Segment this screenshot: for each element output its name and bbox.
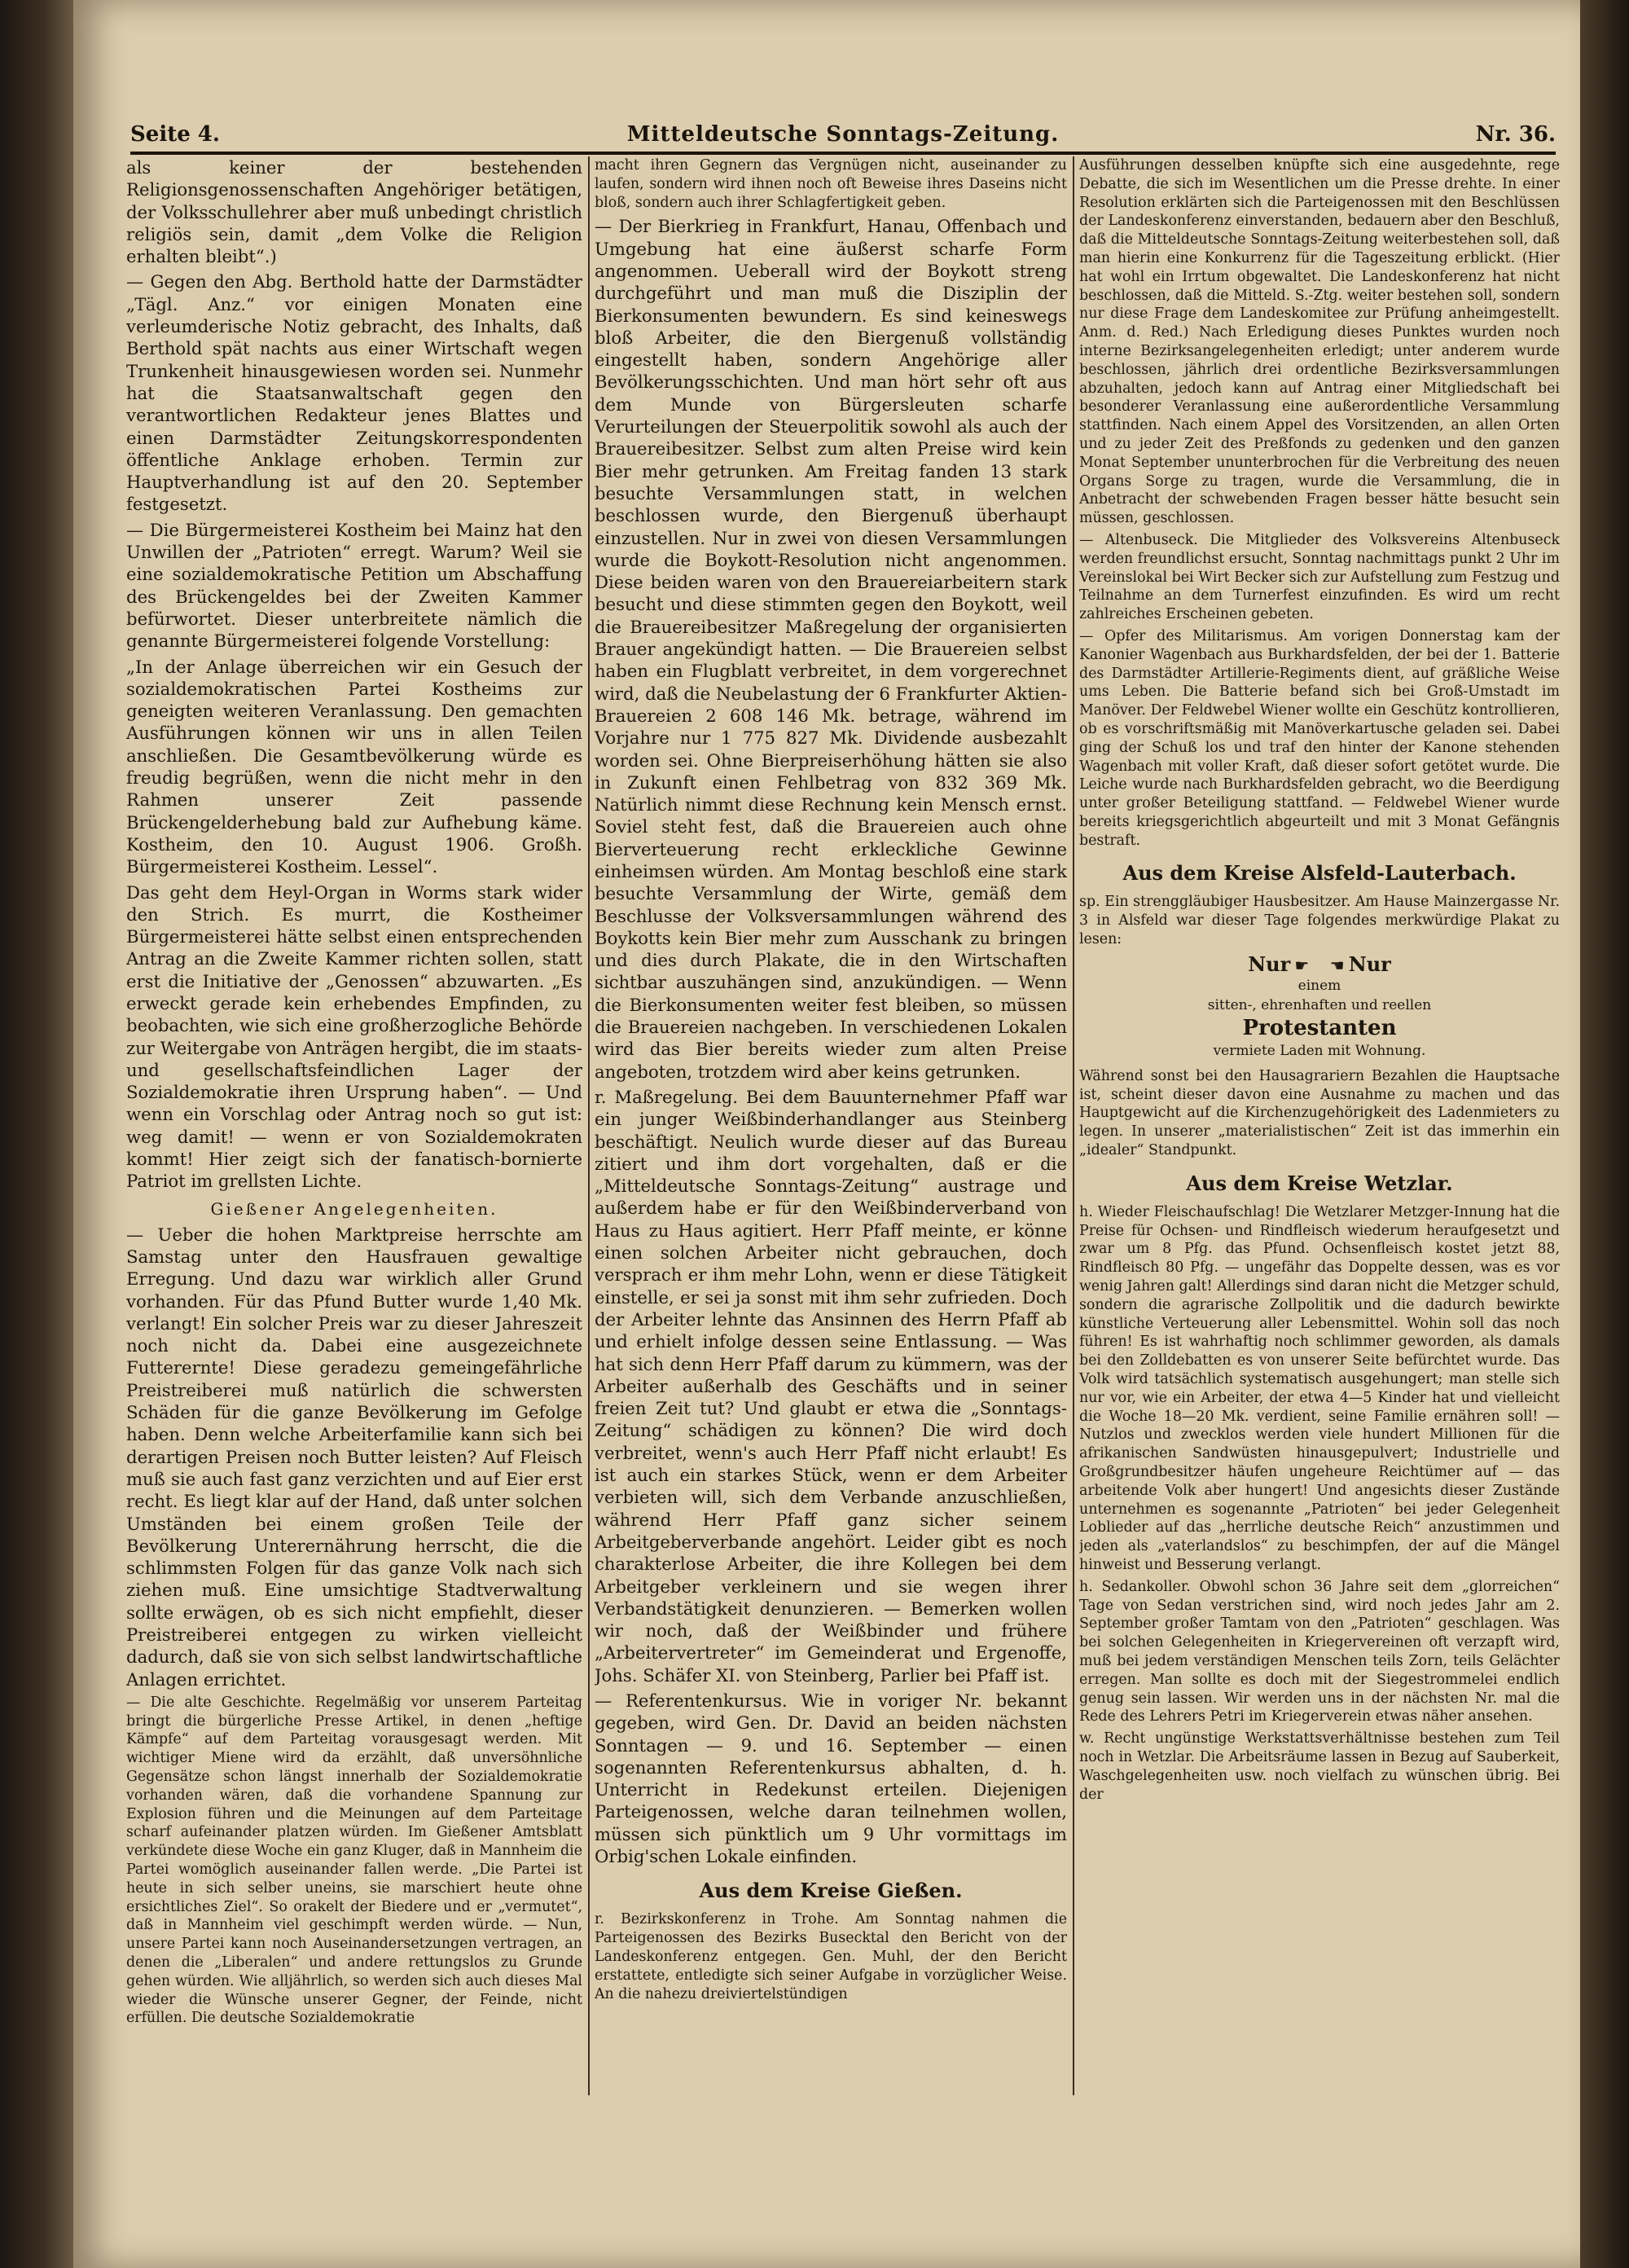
column-divider-2 (1073, 156, 1074, 2095)
article-sedankoller: h. Sedankoller. Obwohl schon 36 Jahre seit dem „glorreichen“ Tage von Sedan verstrichen sind, wird noch jedes Jahr am 2. September großer Tamtam von den „Patrioten“ geschlagen. Was bei solchen Gelegenheiten in Kriegervereinen oft verzapft wird, muß bei jedem verständigen Menschen teils Zorn, teils Gelächter erregen. Man sollte es doch mit der Siegestrommelei endlich genug sein lassen. Wir werden uns in der nächsten Nr. mal die Rede des Lehrers Petri im Kriegerverein etwas näher ansehen. (1079, 1578, 1560, 1725)
section-subheading: Gießener Angelegenheiten. (210, 1198, 498, 1219)
column-2 (595, 156, 1067, 2095)
article-paragraph: als keiner der bestehenden Religionsgenossenschaften Angehöriger betätigen, der Volksschullehrer aber muß unbedingt christlich religiös sein, damit „dem Volke die Religion erhalten bleibt“.) (126, 157, 582, 267)
column-1 (126, 156, 582, 2095)
poster-nur-left: Nur (1248, 952, 1291, 976)
article-quote: „In der Anlage überreichen wir ein Gesuch der sozialdemokratischen Partei Kostheims zur geneigten weiteren Veranlassung. Den gemachten Ausführungen können wir uns in allen Teilen anschließen. Die Gesamtbevölkerung würde es freudig begrüßen, wenn die nicht mehr in den Rahmen unserer Zeit passende Brückengelderhebung bald zur Aufhebung käme. Kostheim, den 10. August 1906. Großh. Bürgermeisterei Kostheim. Lessel“. (126, 656, 582, 877)
article-paragraph: Das geht dem Heyl-Organ in Worms stark wider den Strich. Es murrt, die Kostheimer Bürgermeisterei hätte selbst einen entsprechenden Antrag an die Zweite Kammer richten sollen, statt erst die Initiative der „Genossen“ abzuwarten. „Es erweckt gerade kein erhebendes Empfinden, zu beobachten, wie sich eine großherzogliche Behörde zur Weitergabe von Anträgen hergibt, die im staats- und gesellschaftsfeindlichen Lager der Sozialdemokratie ihren Ursprung haben“. — Und wenn ein Vorschlag oder Antrag noch so gut ist: weg damit! — wenn er von Sozialdemokraten kommt! Hier zeigt sich der fanatisch-bornierte Patriot im grellsten Lichte. (126, 881, 582, 1192)
article-continuation: macht ihren Gegnern das Vergnügen nicht, auseinander zu laufen, sondern wird ihnen noch oft Beweise ihres Daseins nicht bloß, sondern auch ihrer Schlagfertigkeit geben. (595, 157, 1067, 211)
article-kostheim: — Die Bürgermeisterei Kostheim bei Mainz hat den Unwillen der „Patrioten“ erregt. Warum? Weil sie eine sozialdemokratische Petition um Abschaffung des Brückengeldes bei der Zweiten Kammer befürwortet. Dieser unterbreitete nämlich die genannte Bürgermeisterei folgende Vorstellung: (126, 519, 582, 652)
article-referentenkursus: — Referentenkursus. Wie in voriger Nr. bekannt gegeben, wird Gen. Dr. David an beiden nächsten Sonntagen — 9. und 16. September — einen sogenannten Referentenkursus abhalten, d. h. Unterricht in Redekunst erteilen. Diejenigen Parteigenossen, welche daran teilnehmen wollen, müssen sich pünktlich um 9 Uhr vormittags im Orbig'schen Lokale einfinden. (595, 1690, 1067, 1867)
quoted-poster (1079, 952, 1560, 1061)
poster-line: vermiete Laden mit Wohnung. (1213, 1042, 1426, 1059)
pointing-hand-icon: ☚ (1329, 955, 1345, 975)
newspaper-title: Mitteldeutsche Sonntags-Zeitung. (626, 122, 1060, 147)
book-spine-right (1580, 0, 1629, 2268)
page-header (130, 122, 1556, 150)
article-fleischaufschlag: h. Wieder Fleischaufschlag! Die Wetzlarer Metzger-Innung hat die Preise für Ochsen- und Rindfleisch wiederum heraufgesetzt und zwar um 8 Pfg. das Pfund. Ochsenfleisch kostet jetzt 88, Rindfleisch 80 Pfg. — ungefähr das Doppelte dessen, was es vor wenig Jahren galt! Allerdings sind daran nicht die Metzger schuld, sondern die agrarische Zollpolitik und die dadurch bewirkte künstliche Verteuerung aller Lebensmittel. Wohin soll das noch führen! Es ist wahrhaftig noch schlimmer geworden, als damals bei den Zolldebatten es von unserer Seite befürchtet wurde. Das Volk wird tatsächlich systematisch ausgehungert; man stelle sich nur vor, wie ein Arbeiter, der etwa 4—5 Kinder hat und vielleicht die Woche 18—20 Mk. verdient, seine Familie ernähren soll! — Nutzlos und zwecklos werden viele hundert Millionen für die afrikanischen Sandwüsten hinausgepulvert; Industrielle und Großgrundbesitzer häufen ungeheure Reichtümer auf — das arbeitende Volk aber hungert! Und angesichts dieser Zustände unternehmen es sogenannte „Patrioten“ bei jeder Gelegenheit Loblieder auf das „herrliche deutsche Reich“ anzustimmen und jeden als „vaterlandslos“ zu beschimpfen, der auf die Mängel hinweist und Besserung verlangt. (1079, 1203, 1560, 1573)
article-berthold: — Gegen den Abg. Berthold hatte der Darmstädter „Tägl. Anz.“ vor einigen Monaten eine verleumderische Notiz gebracht, des Inhalts, daß Berthold spät nachts aus einer Wirtschaft wegen Trunkenheit hinausgewiesen worden sei. Nunmehr hat die Staatsanwaltschaft gegen den verantwortlichen Redakteur jenes Blattes und einen Darmstädter Zeitungskorrespondenten öffentliche Anklage erhoben. Termin zur Hauptverhandlung ist auf den 20. September festgesetzt. (126, 271, 582, 515)
poster-nur-right: Nur (1348, 952, 1391, 976)
article-marktpreise: — Ueber die hohen Marktpreise herrschte am Samstag unter den Hausfrauen gewaltige Erregung. Und dazu war wirklich aller Grund vorhanden. Für das Pfund Butter wurde 1,40 Mk. verlangt! Ein solcher Preis war zu dieser Jahreszeit noch nicht da. Dabei eine ausgezeichnete Futterernte! Diese geradezu gemeingefährliche Preistreiberei muß natürlich die schwersten Schäden für die ganze Bevölkerung im Gefolge haben. Denn welche Arbeiterfamilie kann sich bei derartigen Preisen noch Butter leisten? Auf Fleisch muß sie auch fast ganz verzichten und auf Eier erst recht. Es liegt klar auf der Hand, daß unter solchen Umständen bei einem großen Teile der Bevölkerung Unterernährung herrscht, die die schlimmsten Folgen für das ganze Volk nach sich ziehen muß. Eine umsichtige Stadtverwaltung sollte erwägen, ob es sich nicht empfiehlt, dieser Preistreiberei entgegen zu wirken vielleicht dadurch, daß sie von sich selbst landwirtschaftliche Anlagen errichtet. (126, 1224, 582, 1690)
article-werkstatt: w. Recht ungünstige Werkstattsverhältnisse bestehen zum Teil noch in Wetzlar. Die Arbeitsräume lassen in Bezug auf Sauberkeit, Waschgelegenheiten usw. noch vielfach zu wünschen übrig. Bei der (1079, 1730, 1560, 1803)
section-heading-wetzlar: Aus dem Kreise Wetzlar. (1186, 1171, 1453, 1195)
book-binding (0, 0, 73, 2268)
article-bezirkskonferenz: r. Bezirkskonferenz in Trohe. Am Sonntag nahmen die Parteigenossen des Bezirks Busecktal den Bericht von der Landeskonferenz entgegen. Gen. Muhl, der den Bericht erstattete, entledigte sich seiner Aufgabe in vorzüglicher Weise. An die nahezu dreiviertelstündigen (595, 1911, 1067, 2002)
section-heading-alsfeld: Aus dem Kreise Alsfeld-Lauterbach. (1122, 861, 1517, 886)
column-divider-1 (588, 156, 590, 2095)
poster-line: sitten-, ehrenhaften und reellen (1207, 996, 1432, 1013)
page-number: Seite 4. (130, 122, 220, 147)
pointing-hand-icon: ☛ (1294, 955, 1310, 975)
article-massregelung: r. Maßregelung. Bei dem Bauunternehmer Pfaff war ein junger Weißbinderhandlanger aus Steinberg beschäftigt. Neulich wurde dieser auf das Bureau zitiert und ihm dort vorgehalten, daß er die „Mitteldeutsche Sonntags-Zeitung“ austrage und außerdem habe er für den Weißbinderverband von Haus zu Haus agitiert. Herr Pfaff meinte, er könne einen solchen Arbeiter nicht gebrauchen, doch versprach er ihm mehr Lohn, wenn er diese Tätigkeit einstelle, er sei ja sonst mit ihm sehr zufrieden. Doch der Arbeiter lehnte das Ansinnen des Herrn Pfaff ab und erhielt infolge dessen seine Entlassung. — Was hat sich denn Herr Pfaff darum zu kümmern, was der Arbeiter außerhalb des Geschäfts und in seiner freien Zeit tut? Und glaubt er etwa die „Sonntags-Zeitung“ schädigen zu können? Die wird doch verbreitet, wenn's auch Herr Pfaff nicht erlaubt! Es ist auch ein starkes Stück, wenn er dem Arbeiter verbieten will, sich dem Verbande anzuschließen, während Herr Pfaff ganz sicher seinem Arbeitgeberverbande angehört. Leider gibt es noch charakterlose Arbeiter, die ihre Kollegen bei dem Arbeitgeber verkleinern und sie wegen ihrer Verbandstätigkeit denunzieren. — Bemerken wollen wir noch, daß der Weißbinder und frühere „Arbeitervertreter“ im Gemeinderat und Ergenoffe, Johs. Schäfer XI. von Steinberg, Parlier bei Pfaff ist. (595, 1086, 1067, 1686)
poster-protestanten: Protestanten (1242, 1015, 1397, 1040)
article-hausbesitzer: sp. Ein strenggläubiger Hausbesitzer. Am Hause Mainzergasse Nr. 3 in Alsfeld war dieser Tage folgendes merkwürdige Plakat zu lesen: (1079, 894, 1560, 948)
poster-line: einem (1297, 977, 1341, 994)
issue-number: Nr. 36. (1475, 122, 1556, 147)
column-3 (1079, 156, 1560, 2095)
article-konferenz-continued: Ausführungen desselben knüpfte sich eine ausgedehnte, rege Debatte, die sich im Wesentlichen um die Presse drehte. In einer Resolution erklärten sich die Parteigenossen mit den Beschlüssen der Landeskonferenz einverstanden, bedauern aber den Beschluß, daß die Mitteldeutsche Sonntags-Zeitung weiterbestehen soll, daß man hierin eine Konkurrenz für die Tageszeitung erblickt. (Hier hat wohl ein Irrtum obgewaltet. Die Landeskonferenz hat nicht beschlossen, daß die Mitteld. S.-Ztg. weiter bestehen soll, sondern nur diese Frage dem Landeskomitee zur Prüfung anheimgestellt. Anm. d. Red.) Nach Erledigung dieses Punktes wurden noch interne Bezirksangelegenheiten erledigt; unter anderem wurde beschlossen, jährlich drei ordentliche Bezirksversammlungen abzuhalten, jedoch kann auf Antrag einer Mitgliedschaft bei besonderer Veranlassung eine außerordentliche Versammlung stattfinden. Nach einem Appel des Vorsitzenden, an allen Orten und zu jeder Zeit des Preßfonds zu gedenken und den ganzen Monat September ununterbrochen für die Verbreitung des neuen Organs Sorge zu tragen, wurde die Versammlung, die in Anbetracht der schwebenden Fragen besser hätte besucht sein müssen, geschlossen. (1079, 157, 1560, 527)
article-opfer-militarismus: — Opfer des Militarismus. Am vorigen Donnerstag kam der Kanonier Wagenbach aus Burkhardsfelden, der bei der 1. Batterie des Darmstädter Artillerie-Regiments dient, auf gräßliche Weise ums Leben. Die Batterie befand sich bei Groß-Umstadt im Manöver. Der Feldwebel Wiener wollte ein Geschütz kontrollieren, ob es vorschriftsmäßig mit Manöverkartusche geladen sei. Dabei ging der Schuß los und traf den hinter der Kanone stehenden Wagenbach mit voller Kraft, daß dieser sofort getötet wurde. Die Leiche wurde nach Burkhardsfelden gebracht, wo die Beerdigung unter großer Beteiligung stattfand. — Feldwebel Wiener wurde bereits kriegsgerichtlich abgeurteilt und mit 3 Monat Gefängnis bestraft. (1079, 627, 1560, 849)
article-alte-geschichte: — Die alte Geschichte. Regelmäßig vor unserem Parteitag bringt die bürgerliche Presse Artikel, in denen „heftige Kämpfe“ auf dem Parteitag vorausgesagt werden. Mit wichtiger Miene wird da erzählt, daß unversöhnliche Gegensätze schon längst innerhalb der Sozialdemokratie vorhanden wären, daß die vorhandene Spannung zur Explosion führen und die Meinungen auf dem Parteitage scharf aufeinander platzen würden. Im Gießener Amtsblatt verkündete diese Woche ein ganz Kluger, daß in Mannheim die Partei womöglich auseinander fallen werde. „Die Partei ist heute in sich selber uneins, sie marschiert heute ohne ersichtliches Ziel“. So orakelt der Biedere und er „vermutet“, daß in Mannheim viel geschimpft werden würde. — Nun, unsere Partei kann noch Auseinandersetzungen vertragen, an denen die „Liberalen“ und andere rettungslos zu Grunde gehen würden. Wie alljährlich, so werden sich auch dieses Mal wieder die Wünsche unserer Gegner, der Feinde, nicht erfüllen. Die deutsche Sozialdemokratie (126, 1694, 582, 2027)
article-bierkrieg: — Der Bierkrieg in Frankfurt, Hanau, Offenbach und Umgebung hat eine äußerst scharfe Form angenommen. Ueberall wird der Boykott streng durchgeführt und man muß die Disziplin der Bierkonsumenten bewundern. Es sind keineswegs bloß Arbeiter, die den Biergenuß vollständig eingestellt haben, sondern Angehörige aller Bevölkerungsschichten. Und man hört sehr oft aus dem Munde von Bürgersleuten scharfe Verurteilungen der Steuerpolitik sowohl als auch der Brauereibesitzer. Selbst zum alten Preise wird kein Bier mehr getrunken. Am Freitag fanden 13 stark besuchte Versammlungen statt, in welchen beschlossen wurde, den Biergenuß überhaupt einzustellen. Nur in zwei von diesen Versammlungen wurde die Boykott-Resolution nicht angenommen. Diese beiden waren von den Brauereiarbeitern stark besucht und diese stimmten gegen den Boykott, weil die Brauereibesitzer Maßregelung der organisierten Brauer angekündigt hatten. — Die Brauereien selbst haben ein Flugblatt verbreitet, in dem vorgerechnet wird, daß die Neubelastung der 6 Frankfurter Aktien-Brauereien 2 608 146 Mk. betrage, während im Vorjahre nur 1 775 827 Mk. Dividende ausbezahlt worden sei. Ohne Bierpreiserhöhung hätten sie also in Zukunft einen Fehlbetrag von 832 369 Mk. Natürlich nimmt diese Rechnung kein Mensch ernst. Soviel steht fest, daß die Brauereien auch ohne Bierverteuerung recht erkleckliche Gewinne einheimsen würden. Am Montag beschloß eine stark besuchte Versammlung der Wirte, gemäß dem Beschlusse der Volksversammlungen während des Boykotts kein Bier mehr zum Ausschank zu bringen und dies durch Plakate, die in den Wirtschaften sichtbar auszuhängen sind, anzukündigen. — Wenn die Bierkonsumenten weiter fest bleiben, so müssen die Brauereien nachgeben. In verschiedenen Lokalen wird das Bier bereits wieder zum alten Preise angeboten, trotzdem wird aber keins getrunken. (595, 216, 1067, 1082)
article-altenbuseck: — Altenbuseck. Die Mitglieder des Volksvereins Altenbuseck werden freundlichst ersucht, Sonntag nachmittags punkt 2 Uhr im Vereinslokal bei Wirt Becker sich zur Aufstellung zum Festzug und Teilnahme an dem Turnerfest einzufinden. Es wird um recht zahlreiches Erscheinen gebeten. (1079, 531, 1560, 623)
article-paragraph: Während sonst bei den Hausagrariern Bezahlen die Hauptsache ist, scheint dieser davon eine Ausnahme zu machen und das Hauptgewicht auf die Kirchenzugehörigkeit des Ladenmieters zu legen. In unserer „materialistischen“ Zeit ist das immerhin ein „idealer“ Standpunkt. (1079, 1067, 1560, 1159)
section-heading-giessen: Aus dem Kreise Gießen. (699, 1879, 963, 1903)
header-rule (130, 152, 1556, 155)
